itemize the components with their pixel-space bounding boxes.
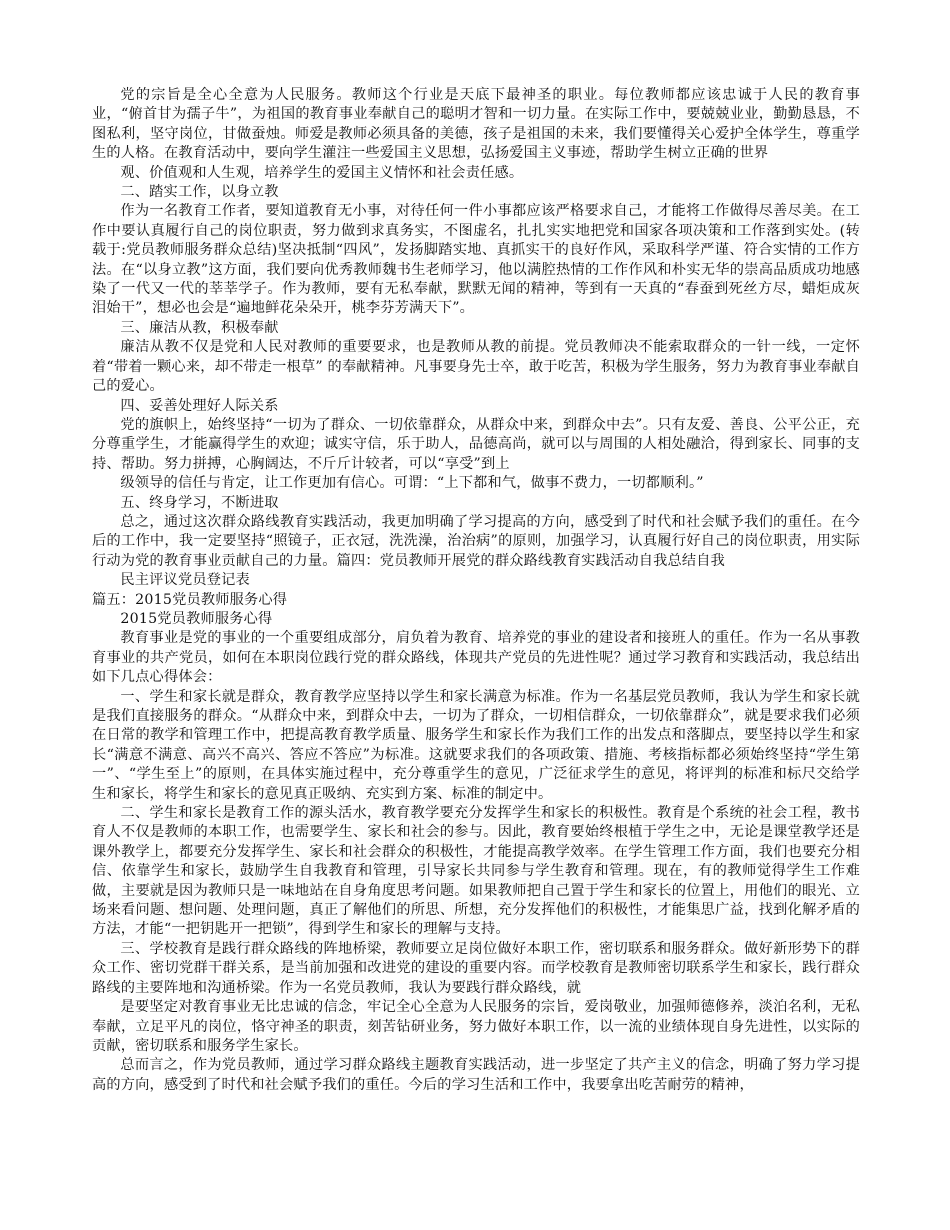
paragraph: 党的旗帜上，始终坚持“一切为了群众、一切依靠群众，从群众中来，到群众中去”。只有友爱、善良、公平公正，充分尊重学生，才能赢得学生的欢迎；诚实守信，乐于助人，品德高尚，就可以与周围的人相处融洽，得到家长、同事的支持、帮助。努力拼搏，心胸阔达，不斤斤计较者，可以“享受”到上 — [92, 416, 860, 472]
paragraph: 党的宗旨是全心全意为人民服务。教师这个行业是天底下最神圣的职业。每位教师都应该忠诚于人民的教育事业，“俯首甘为孺子牛”，为祖国的教育事业奉献自己的聪明才智和一切力量。在实际工作中，要兢兢业业，勤勤恳恳，不图私利，坚守岗位，甘做蚕烛。师爱是教师必须具备的美德，孩子是祖国的未来，我们要懂得关心爱护全体学生，尊重学生的人格。在教育活动中，要向学生灌注一些爱国主义思想，弘扬爱国主义事迹，帮助学生树立正确的世界 — [92, 87, 860, 162]
paragraph: 级领导的信任与肯定，让工作更加有信心。可谓：“上下都和气，做事不费力，一切都顺利。” — [120, 475, 704, 492]
paragraph: 观、价值观和人生观，培养学生的爱国主义情怀和社会责任感。 — [120, 164, 524, 181]
section-heading: 四、妥善处理好人际关系 — [120, 397, 279, 414]
paragraph: 三、学校教育是践行群众路线的阵地桥梁，教师要立足岗位做好本职工作，密切联系和服务群众。做好新形势下的群众工作、密切党群干群关系，是当前加强和改进党的建设的重要内容。而学校教育是教师密切联系学生和家长，践行群众路线的主要阵地和沟通桥梁。作为一名党员教师，我认为要践行群众路线，就 — [92, 940, 860, 996]
form-title-line: 民主评议党员登记表 — [120, 572, 250, 589]
paragraph: 是要坚定对教育事业无比忠诚的信念，牢记全心全意为人民服务的宗旨，爱岗敬业，加强师德修养，淡泊名利，无私奉献，立足平凡的岗位，恪守神圣的职责，刻苦钻研业务，努力做好本职工作，以一流的业绩体现自身先进性，以实际的贡献，密切联系和服务学生家长。 — [92, 999, 860, 1054]
paragraph: 总之，通过这次群众路线教育实践活动，我更加明确了学习提高的方向，感受到了时代和社会赋予我们的重任。在今后的工作中，我一定要坚持“照镜子，正衣冠，洗洗澡，治治病”的原则，加强学习，认真履行好自己的岗位职责，用实际行动为党的教育事业贡献自己的力量。篇四：党员教师开展党的群众路线教育实践活动自我总结自我 — [92, 513, 860, 569]
document-body — [92, 86, 860, 1095]
paragraph: 教育事业是党的事业的一个重要组成部分，肩负着为教育、培养党的事业的建设者和接班人的重任。作为一名从事教育事业的共产党员，如何在本职岗位践行党的群众路线，体现共产党员的先进性呢？通过学习教育和实践活动，我总结出如下几点心得体会： — [92, 630, 860, 686]
chapter-heading: 篇五：2015党员教师服务心得 — [92, 591, 288, 608]
article-title: 2015党员教师服务心得 — [120, 610, 273, 627]
paragraph: 作为一名教育工作者，要知道教育无小事，对待任何一件小事都应该严格要求自己，才能将工作做得尽善尽美。在工作中要认真履行自己的岗位职责，努力做到求真务实，不图虚名，扎扎实实地把党和国家各项决策和工作落到实处。(转载于:党员教师服务群众总结)坚决抵制“四风”，发扬脚踏实地、真抓实干的良好作风，采取科学严谨、符合实情的工作方法。在“以身立教”这方面，我们要向优秀教师魏书生老师学习，他以满腔热情的工作作风和朴实无华的崇高品质成功地感染了一代又一代的莘莘学子。作为教师，要有无私奉献，默默无闻的精神，等到有一天真的“春蚕到死丝方尽，蜡炬成灰泪始干”，想必也会是“遍地鲜花朵朵开，桃李芬芳满天下”。 — [92, 203, 860, 317]
section-heading: 二、踏实工作，以身立教 — [120, 184, 279, 201]
paragraph: 廉洁从教不仅是党和人民对教师的重要要求，也是教师从教的前提。党员教师决不能索取群众的一针一线，一定怀着“带着一颗心来，却不带走一根草” 的奉献精神。凡事要身先士卒，敢于吃苦，积极为学生服务，努力为教育事业奉献自己的爱心。 — [92, 339, 860, 395]
section-heading: 三、廉洁从教，积极奉献 — [120, 319, 279, 336]
paragraph: 一、学生和家长就是群众，教育教学应坚持以学生和家长满意为标准。作为一名基层党员教师，我认为学生和家长就是我们直接服务的群众。“从群众中来，到群众中去，一切为了群众，一切相信群众，一切依靠群众”，就是要求我们必须在日常的教学和管理工作中，把提高教育教学质量、服务学生和家长作为我们工作的出发点和落脚点，要坚持以学生和家长“满意不满意、高兴不高兴、答应不答应”为标准。这就要求我们的各项政策、措施、考核指标都必须始终坚持“学生第一”、“学生至上”的原则，在具体实施过程中，充分尊重学生的意见，广泛征求学生的意见，将评判的标准和标尺交给学生和家长，将学生和家长的意见真正吸纳、充实到方案、标准的制定中。 — [92, 688, 860, 802]
paragraph: 总而言之，作为党员教师，通过学习群众路线主题教育实践活动，进一步坚定了共产主义的信念，明确了努力学习提高的方向，感受到了时代和社会赋予我们的重任。今后的学习生活和工作中，我要拿出吃苦耐劳的精神， — [92, 1057, 860, 1093]
paragraph: 二、学生和家长是教育工作的源头活水，教育教学要充分发挥学生和家长的积极性。教育是个系统的社会工程，教书育人不仅是教师的本职工作，也需要学生、家长和社会的参与。因此，教育要始终根植于学生之中，无论是课堂教学还是课外教学上，都要充分发挥学生、家长和社会群众的积极性，才能提高教学效率。在学生管理工作方面，我们也要充分相信、依靠学生和家长，鼓励学生自我教育和管理，引导家长共同参与学生教育和管理。现在，有的教师觉得学生工作难做，主要就是因为教师只是一味地站在自身角度思考问题。如果教师把自己置于学生和家长的位置上，用他们的眼光、立场来看问题、想问题、处理问题，真正了解他们的所思、所想，充分发挥他们的积极性，才能集思广益，找到化解矛盾的方法，才能“一把钥匙开一把锁”，得到学生和家长的理解与支持。 — [92, 805, 860, 938]
section-heading: 五、终身学习，不断进取 — [120, 494, 279, 511]
